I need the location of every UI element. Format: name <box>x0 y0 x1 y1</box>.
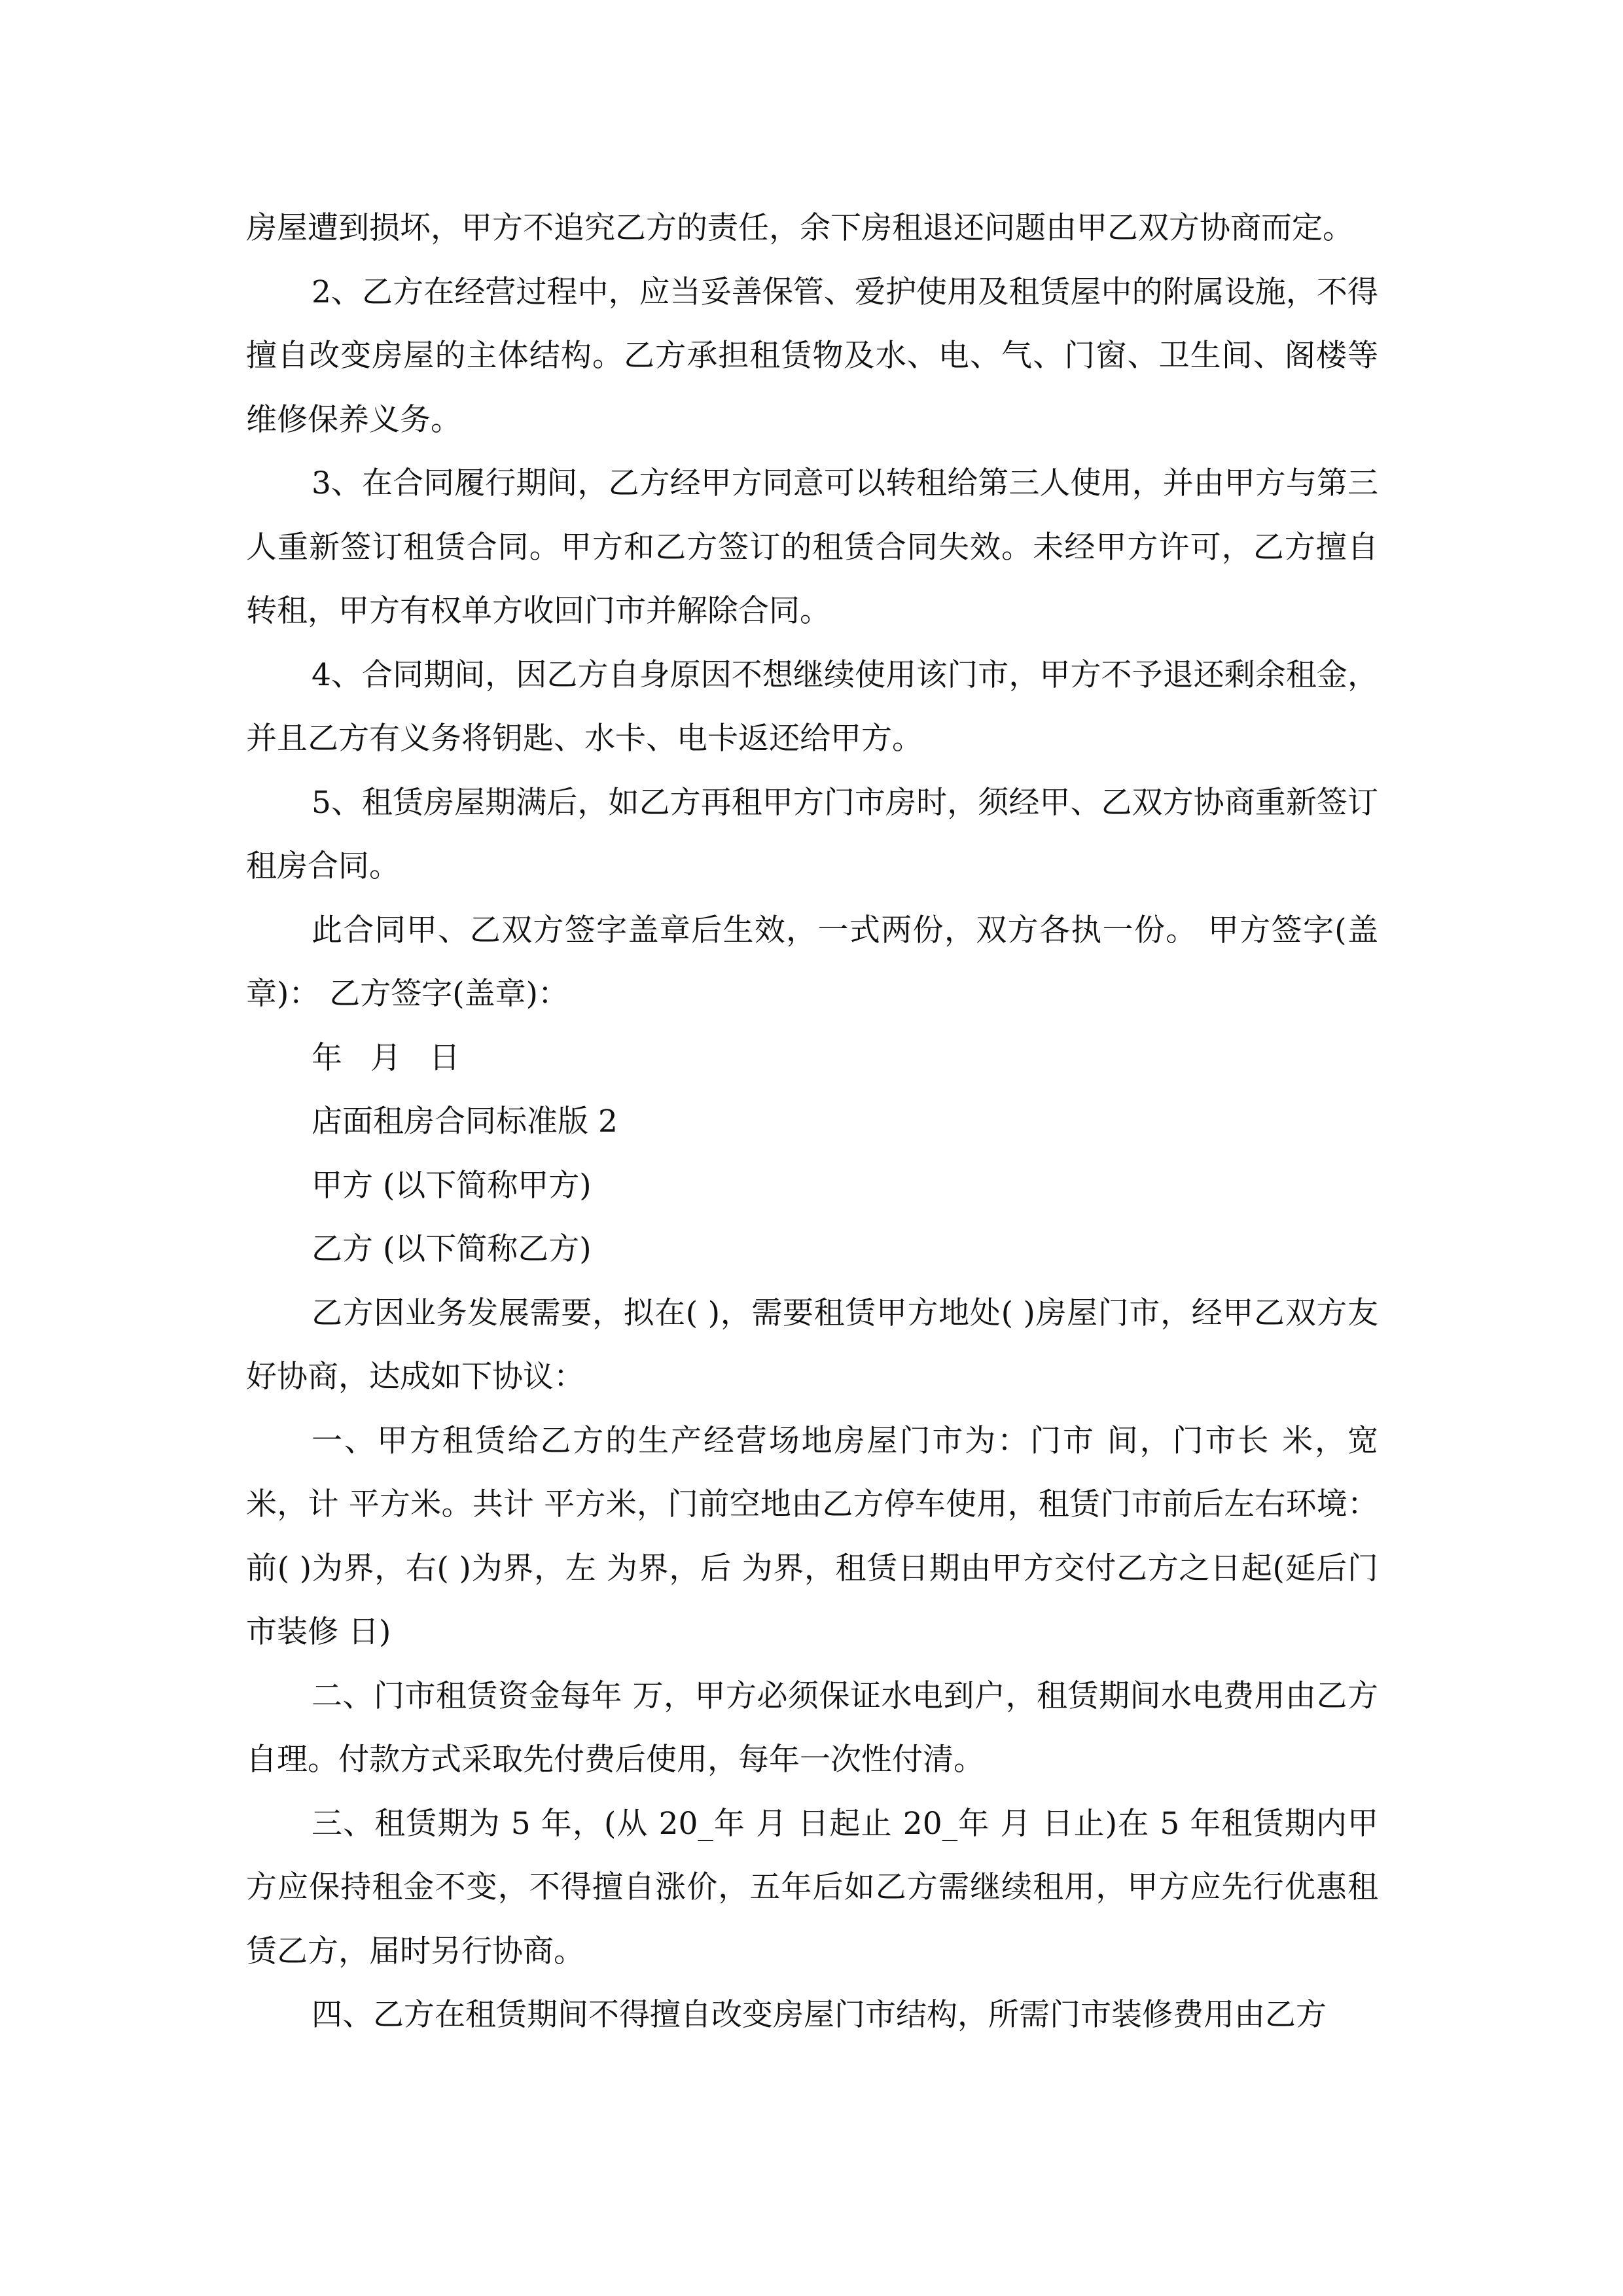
paragraph-article-2: 二、门市租赁资金每年 万，甲方必须保证水电到户，租赁期间水电费用由乙方自理。付款方式采取先付费后使用，每年一次性付清。 <box>246 1677 1378 1778</box>
paragraph-article-1: 一、甲方租赁给乙方的生产经营场地房屋门市为：门市 间，门市长 米，宽 米，计 平方米。共计 平方米，门前空地由乙方停车使用，租赁门市前后左右环境：前( )为界，右( )为界，左 为界，后 为界，租赁日期由甲方交付乙方之日起(延后门市装修 日) <box>246 1422 1378 1650</box>
paragraph-article-4: 四、乙方在租赁期间不得擅自改变房屋门市结构，所需门市装修费用由乙方 <box>312 1997 1327 2033</box>
party-b-line: 乙方 (以下简称乙方) <box>312 1231 592 1267</box>
paragraph-clause-5: 5、租赁房屋期满后，如乙方再租甲方门市房时，须经甲、乙双方协商重新签订租房合同。 <box>246 784 1378 884</box>
paragraph-signature: 此合同甲、乙双方签字盖章后生效，一式两份，双方各执一份。 甲方签字(盖章)： 乙方签字(盖章)： <box>246 912 1378 1012</box>
contract-body <box>246 196 1378 2047</box>
paragraph-clause-3: 3、在合同履行期间，乙方经甲方同意可以转租给第三人使用，并由甲方与第三人重新签订租赁合同。甲方和乙方签订的租赁合同失效。未经甲方许可，乙方擅自转租，甲方有权单方收回门市并解除合同。 <box>246 465 1378 629</box>
paragraph-damage-clause: 房屋遭到损坏，甲方不追究乙方的责任，余下房租退还问题由甲乙双方协商而定。 <box>246 210 1353 246</box>
paragraph-article-3: 三、租赁期为 5 年，(从 20_年 月 日起止 20_年 月 日止)在 5 年租赁期内甲方应保持租金不变，不得擅自涨价，五年后如乙方需继续租用，甲方应先行优惠租赁乙方，届时另行协商。 <box>246 1805 1378 1969</box>
paragraph-date: 年 月 日 <box>312 1039 460 1076</box>
section-title: 店面租房合同标准版 2 <box>312 1103 618 1139</box>
paragraph-clause-4: 4、合同期间，因乙方自身原因不想继续使用该门市，甲方不予退还剩余租金，并且乙方有义务将钥匙、水卡、电卡返还给甲方。 <box>246 656 1378 757</box>
paragraph-preamble: 乙方因业务发展需要，拟在( )，需要租赁甲方地处( )房屋门市，经甲乙双方友好协商，达成如下协议： <box>246 1295 1378 1395</box>
party-a-line: 甲方 (以下简称甲方) <box>312 1167 592 1204</box>
paragraph-clause-2: 2、乙方在经营过程中，应当妥善保管、爱护使用及租赁屋中的附属设施，不得擅自改变房屋的主体结构。乙方承担租赁物及水、电、气、门窗、卫生间、阁楼等维修保养义务。 <box>246 274 1378 438</box>
